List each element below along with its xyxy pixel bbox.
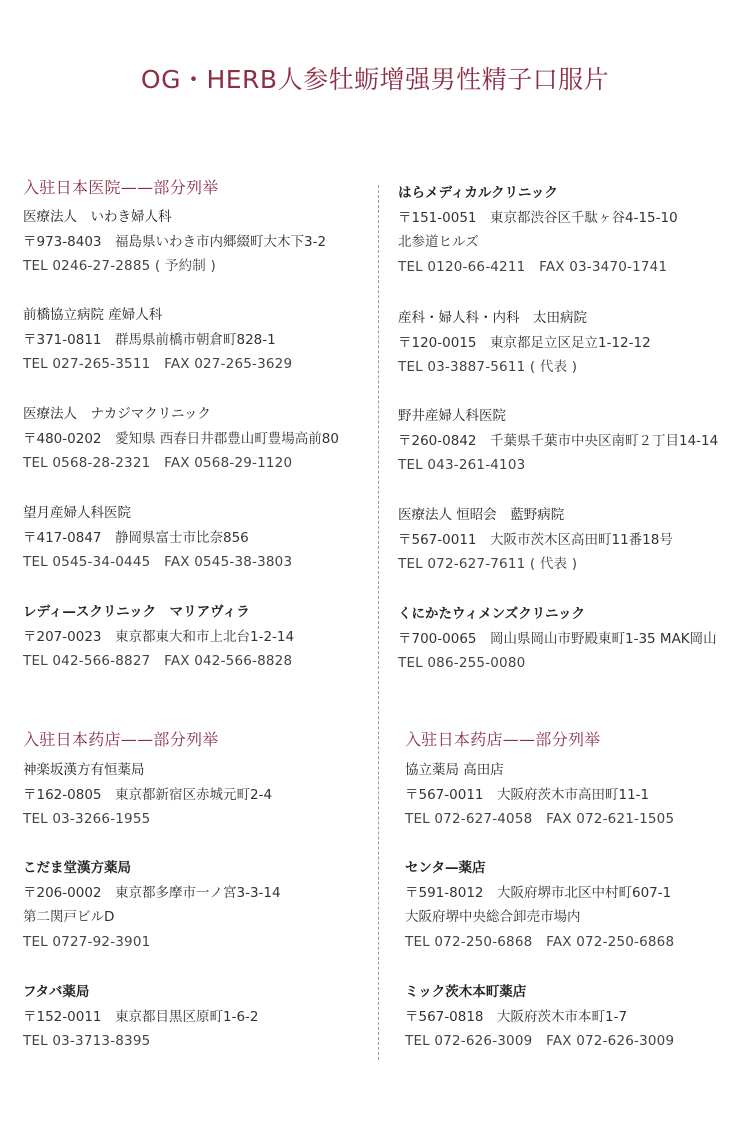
hospital-phone: TEL 03-3887-5611 ( 代表 ) <box>398 359 578 375</box>
hospital-name: 前橋協立病院 産婦人科 <box>23 307 163 323</box>
hospital-address: 〒480-0202 愛知県 西春日井郡豊山町豊場高前80 <box>23 430 339 447</box>
hospital-phone: TEL 0246-27-2885 ( 予約制 ) <box>23 258 216 274</box>
hospital-phone: TEL 043-261-4103 <box>398 457 526 473</box>
hospital-entry <box>23 303 292 377</box>
pharmacy-phone: TEL 072-627-4058 FAX 072-621-1505 <box>405 811 675 827</box>
hospital-entry <box>398 503 673 577</box>
hospital-entry <box>398 306 651 380</box>
pharmacy-name: センタ—薬店 <box>405 860 486 876</box>
pharmacy-entry <box>23 856 281 954</box>
hospital-phone: TEL 086-255-0080 <box>398 655 526 671</box>
hospital-address: 〒700-0065 岡山県岡山市野殿東町1-35 MAK岡山 <box>398 630 717 647</box>
hospital-entry <box>23 600 294 674</box>
pharmacy-name: 協立薬局 高田店 <box>405 762 504 778</box>
pharmacy-entry <box>405 758 674 832</box>
hospital-name: レディ—スクリニック マリアヴィラ <box>23 604 250 620</box>
pharmacy-name: ミック茨木本町薬店 <box>405 984 527 1000</box>
hospital-phone: TEL 0120-66-4211 FAX 03-3470-1741 <box>398 258 668 275</box>
hospital-phone: TEL 0545-34-0445 FAX 0545-38-3803 <box>23 554 293 570</box>
hospital-address-extra: 北参道ヒルズ <box>398 234 479 250</box>
hospital-phone: TEL 042-566-8827 FAX 042-566-8828 <box>23 653 293 669</box>
pharmacy-name: フタバ薬局 <box>23 984 90 1000</box>
pharmacy-name: こだま堂漢方薬局 <box>23 860 131 876</box>
hospital-address: 〒371-0811 群馬県前橋市朝倉町828-1 <box>23 331 276 348</box>
pharmacy-entry <box>23 758 272 832</box>
pharmacy-address: 〒567-0818 大阪府茨木市本町1-7 <box>405 1008 628 1025</box>
hospital-name: 望月産婦人科医院 <box>23 505 131 521</box>
pharmacy-phone: TEL 072-626-3009 FAX 072-626-3009 <box>405 1033 675 1049</box>
hospital-phone: TEL 027-265-3511 FAX 027-265-3629 <box>23 356 293 372</box>
pharmacy-phone: TEL 03-3266-1955 <box>23 811 151 827</box>
pharmacy-entry <box>405 856 674 954</box>
hospitals-heading: 入驻日本医院——部分列举 <box>23 178 219 197</box>
pharmacies-heading-left: 入驻日本药店——部分列举 <box>23 730 219 749</box>
pharmacy-address-extra: 第二関戸ビルD <box>23 909 115 925</box>
pharmacy-address: 〒152-0011 東京都目黒区原町1-6-2 <box>23 1008 259 1025</box>
hospital-name: 産科・婦人科・内科 太田病院 <box>398 310 587 326</box>
pharmacy-phone: TEL 0727-92-3901 <box>23 933 151 950</box>
hospital-entry <box>23 205 326 279</box>
hospital-phone: TEL 072-627-7611 ( 代表 ) <box>398 556 578 572</box>
hospital-address: 〒567-0011 大阪市茨木区高田町11番18号 <box>398 531 673 548</box>
column-divider <box>378 185 379 1060</box>
hospital-name: 野井産婦人科医院 <box>398 408 506 424</box>
hospital-phone: TEL 0568-28-2321 FAX 0568-29-1120 <box>23 455 293 471</box>
page-title: OG・HERB人参牡蛎增强男性精子口服片 <box>140 65 610 94</box>
pharmacy-address: 〒162-0805 東京都新宿区赤城元町2-4 <box>23 786 273 803</box>
hospital-address: 〒260-0842 千葉県千葉市中央区南町２丁目14-14 <box>398 432 719 449</box>
pharmacy-entry <box>405 980 674 1054</box>
hospital-entry <box>398 181 678 279</box>
hospital-entry <box>23 402 339 476</box>
hospital-address: 〒417-0847 静岡県富士市比奈856 <box>23 529 249 546</box>
hospital-name: 医療法人 恒昭会 藍野病院 <box>398 507 565 523</box>
pharmacy-address: 〒206-0002 東京都多摩市一ノ宮3-3-14 <box>23 884 281 901</box>
hospital-name: くにかたウィメンズクリニック <box>398 606 585 622</box>
hospital-name: 医療法人 ナカジマクリニック <box>23 406 211 422</box>
pharmacy-phone: TEL 03-3713-8395 <box>23 1033 151 1049</box>
hospital-name: はらメディカルクリニック <box>398 185 558 201</box>
pharmacy-name: 神楽坂漢方有恒薬局 <box>23 762 145 778</box>
pharmacy-address: 〒567-0011 大阪府茨木市高田町11-1 <box>405 786 650 803</box>
pharmacy-address-extra: 大阪府堺中央総合卸売市場内 <box>405 909 581 925</box>
hospital-address: 〒973-8403 福島県いわき市内郷綴町大木下3-2 <box>23 233 327 250</box>
hospital-entry <box>398 404 718 478</box>
hospital-entry <box>23 501 292 575</box>
hospital-entry <box>398 602 717 676</box>
pharmacies-heading-right: 入驻日本药店——部分列举 <box>405 730 601 749</box>
hospital-address: 〒151-0051 東京都渋谷区千駄ヶ谷4-15-10 <box>398 209 678 226</box>
hospital-address: 〒120-0015 東京都足立区足立1-12-12 <box>398 334 651 351</box>
pharmacy-entry <box>23 980 259 1054</box>
pharmacy-phone: TEL 072-250-6868 FAX 072-250-6868 <box>405 933 675 950</box>
pharmacy-address: 〒591-8012 大阪府堺市北区中村町607-1 <box>405 884 672 901</box>
hospital-name: 医療法人 いわき婦人科 <box>23 209 172 225</box>
hospital-address: 〒207-0023 東京都東大和市上北台1-2-14 <box>23 628 295 645</box>
